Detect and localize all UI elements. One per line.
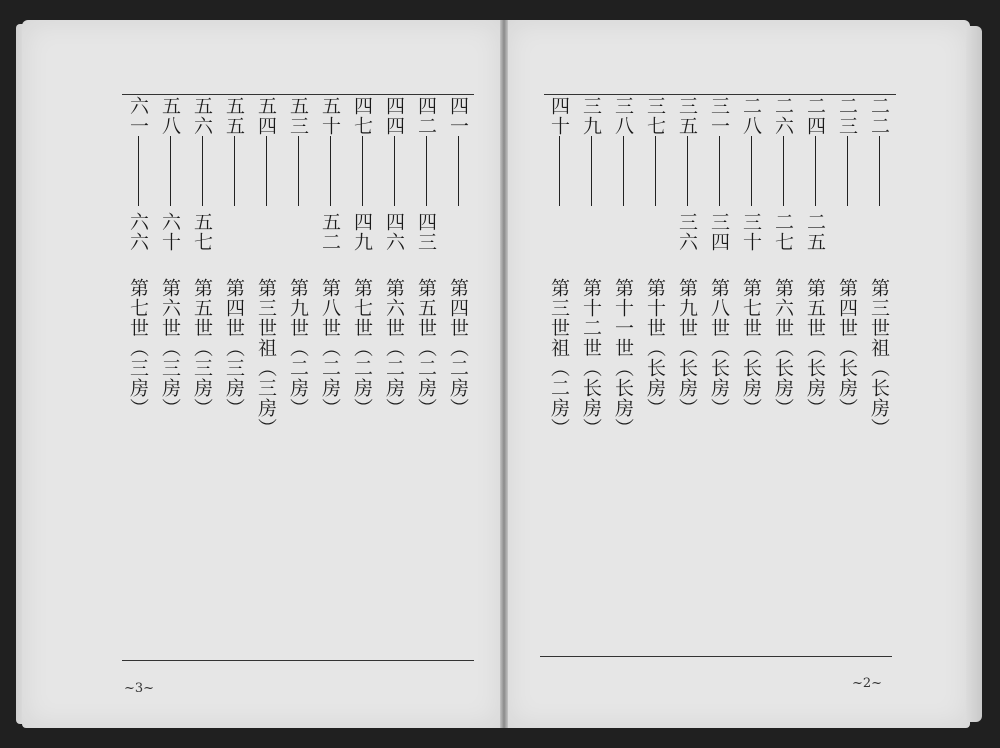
generation-label: 第六世（二房） — [383, 278, 405, 418]
index-column — [221, 96, 247, 418]
generation-label: 第十世（长房） — [644, 278, 666, 418]
index-column — [125, 96, 151, 418]
range-start: 三九 — [580, 96, 602, 136]
generation-label: 第四世（三房） — [223, 278, 245, 418]
range-start: 三一 — [708, 96, 730, 136]
index-column — [706, 96, 732, 418]
range-end: 三十 — [740, 212, 762, 252]
range-line — [234, 136, 235, 206]
range-start: 五六 — [191, 96, 213, 136]
index-column — [546, 96, 572, 438]
range-line — [266, 136, 267, 206]
range-start: 四四 — [383, 96, 405, 136]
range-line — [458, 136, 459, 206]
index-column — [866, 96, 892, 438]
range-start: 五四 — [255, 96, 277, 136]
range-start: 四一 — [447, 96, 469, 136]
range-line — [202, 136, 203, 206]
range-line — [394, 136, 395, 206]
range-start: 二八 — [740, 96, 762, 136]
left-page-number: ~3~ — [124, 681, 155, 696]
generation-label: 第六世（三房） — [159, 278, 181, 418]
range-line — [623, 136, 624, 206]
range-line — [655, 136, 656, 206]
index-column — [285, 96, 311, 418]
generation-label: 第四世（长房） — [836, 278, 858, 418]
generation-label: 第三世祖（三房） — [255, 278, 277, 438]
range-line — [687, 136, 688, 206]
range-end: 五二 — [319, 212, 341, 252]
index-column — [802, 96, 828, 418]
range-start: 五八 — [159, 96, 181, 136]
range-start: 五三 — [287, 96, 309, 136]
index-column — [445, 96, 471, 418]
index-column — [642, 96, 668, 418]
range-start: 六一 — [127, 96, 149, 136]
range-start: 二二 — [868, 96, 890, 136]
generation-label: 第十二世（长房） — [580, 278, 602, 438]
range-start: 二四 — [804, 96, 826, 136]
index-column — [834, 96, 860, 418]
index-column — [157, 96, 183, 418]
range-line — [330, 136, 331, 206]
range-line — [847, 136, 848, 206]
range-line — [138, 136, 139, 206]
range-line — [170, 136, 171, 206]
index-column — [674, 96, 700, 418]
index-column — [189, 96, 215, 418]
range-start: 三五 — [676, 96, 698, 136]
book-spine — [500, 20, 508, 728]
range-start: 五五 — [223, 96, 245, 136]
range-start: 二六 — [772, 96, 794, 136]
index-column — [578, 96, 604, 438]
generation-label: 第九世（二房） — [287, 278, 309, 418]
range-end: 五七 — [191, 212, 213, 252]
index-column — [381, 96, 407, 418]
range-line — [362, 136, 363, 206]
generation-label: 第五世（二房） — [415, 278, 437, 418]
generation-label: 第四世（二房） — [447, 278, 469, 418]
generation-label: 第十一世（长房） — [612, 278, 634, 438]
generation-label: 第七世（二房） — [351, 278, 373, 418]
range-start: 四十 — [548, 96, 570, 136]
generation-label: 第六世（长房） — [772, 278, 794, 418]
right-page-edge — [966, 26, 982, 722]
right-bottom-rule — [540, 656, 892, 657]
range-line — [815, 136, 816, 206]
range-line — [751, 136, 752, 206]
index-column — [738, 96, 764, 418]
left-top-rule — [122, 94, 474, 95]
range-end: 四三 — [415, 212, 437, 252]
generation-label: 第七世（三房） — [127, 278, 149, 418]
range-end: 六六 — [127, 212, 149, 252]
generation-label: 第五世（三房） — [191, 278, 213, 418]
range-end: 二七 — [772, 212, 794, 252]
range-start: 三七 — [644, 96, 666, 136]
range-line — [879, 136, 880, 206]
generation-label: 第九世（长房） — [676, 278, 698, 418]
range-line — [426, 136, 427, 206]
generation-label: 第八世（二房） — [319, 278, 341, 418]
range-end: 三六 — [676, 212, 698, 252]
range-line — [298, 136, 299, 206]
generation-label: 第七世（长房） — [740, 278, 762, 418]
index-column — [317, 96, 343, 418]
index-column — [610, 96, 636, 438]
generation-label: 第五世（长房） — [804, 278, 826, 418]
range-end: 二五 — [804, 212, 826, 252]
range-line — [783, 136, 784, 206]
generation-label: 第三世祖（二房） — [548, 278, 570, 438]
range-start: 四七 — [351, 96, 373, 136]
range-line — [559, 136, 560, 206]
index-column — [349, 96, 375, 418]
range-start: 五十 — [319, 96, 341, 136]
range-end: 六十 — [159, 212, 181, 252]
range-start: 二三 — [836, 96, 858, 136]
range-start: 三八 — [612, 96, 634, 136]
index-column — [253, 96, 279, 438]
left-bottom-rule — [122, 660, 474, 661]
generation-label: 第三世祖（长房） — [868, 278, 890, 438]
range-line — [591, 136, 592, 206]
range-end: 四六 — [383, 212, 405, 252]
right-page-number: ~2~ — [852, 676, 883, 691]
range-line — [719, 136, 720, 206]
range-start: 四二 — [415, 96, 437, 136]
index-column — [413, 96, 439, 418]
generation-label: 第八世（长房） — [708, 278, 730, 418]
range-end: 三四 — [708, 212, 730, 252]
range-end: 四九 — [351, 212, 373, 252]
right-top-rule — [544, 94, 896, 95]
index-column — [770, 96, 796, 418]
